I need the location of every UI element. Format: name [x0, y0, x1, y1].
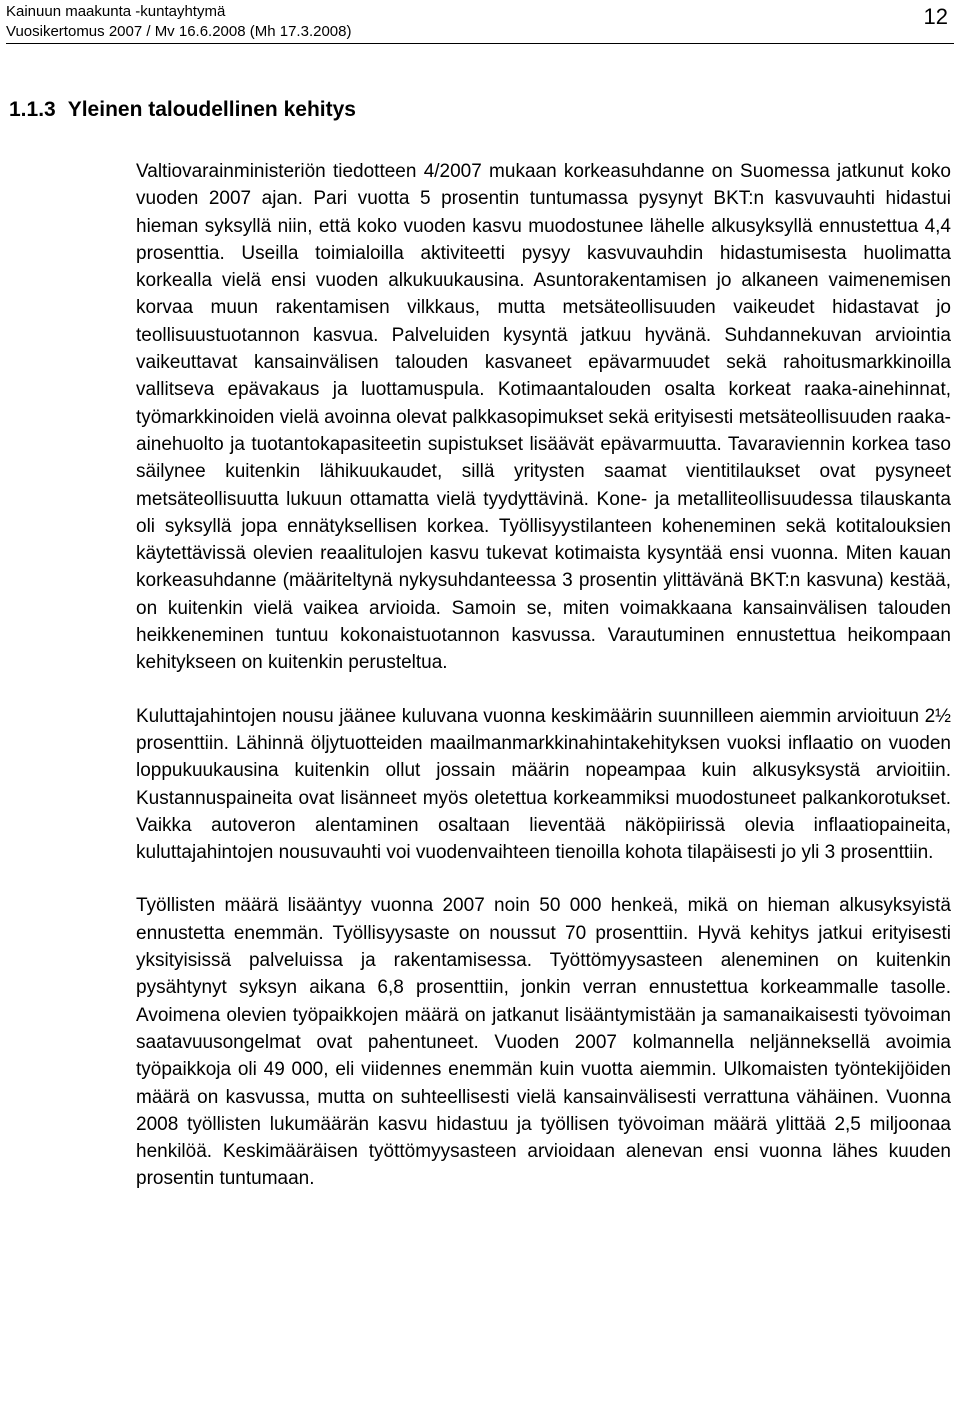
paragraph-consumer-prices: Kuluttajahintojen nousu jäänee kuluvana vuonna keskimäärin suunnilleen aiemmin arvioituun 2½ prosenttiin. Lähinnä öljytuotteiden maailmanmarkkinahintakehityksen vuoksi inflaatio on vuoden loppukuukausina kuitenkin ollut jossain määrin nopeampaa kuin alkusyksystä arvioitiin. Kustannuspaineita ovat lisänneet myös oletettua korkeammiksi muodostuneet palkankorotukset. Vaikka autoveron alentaminen osaltaan lieventää näköpiirissä olevia inflaatiopaineita, kuluttajahintojen nousuvauhti voi vuodenvaihteen tienoilla kohota tilapäisesti jo yli 3 prosenttiin. [136, 705, 951, 864]
paragraph-economy-outlook: Valtiovarainministeriön tiedotteen 4/2007 mukaan korkeasuhdanne on Suomessa jatkunut koko vuoden 2007 ajan. Pari vuotta 5 prosentin tuntumassa pysynyt BKT:n kasvuvauhti hidastui hieman syksyllä niin, että koko vuoden kasvu muodostunee lähelle alkusyksyllä ennustettua 4,4 prosenttia. Useilla toimialoilla aktiviteetti pysyy kasvuvauhdin hidastumisesta huolimatta korkealla vielä ensi vuoden alkukuukausina. Asuntorakentamisen jo alkaneen vaimenemisen korvaa muun rakentamisen vilkkaus, mutta metsäteollisuuden vaikeudet hidastavat jo teollisuustuotannon kasvua. Palveluiden kysyntä jatkuu hyvänä. Suhdannekuvan arviointia vaikeuttavat kansainvälisen talouden kasvaneet epävarmuudet sekä rahoitusmarkkinoilla vallitseva epävakaus ja luottamuspula. Kotimaantalouden osalta korkeat raaka-ainehinnat, työmarkkinoiden vielä avoinna olevat palkkasopimukset sekä erityisesti metsäteollisuuden raaka-ainehuolto ja tuotantokapasiteetin supistukset lisäävät epävarmuutta. Tavaraviennin korkea taso säilynee kuitenkin lähikuukaudet, sillä yritysten saamat vientitilaukset ovat pysyneet metsäteollisuutta lukuun ottamatta vielä tyydyttävinä. Kone- ja metalliteollisuudessa tilauskanta oli syksyllä jopa ennätyksellisen korkea. Työllisyystilanteen koheneminen sekä kotitalouksien käytettävissä olevien reaalitulojen kasvu tukevat kotimaista kysyntää ensi vuonna. Miten kauan korkeasuhdanne (määriteltynä nykysuhdanteessa 3 prosentin ylittävänä BKT:n kasvuna) kestää, on kuitenkin vielä vaikea arvioida. Samoin se, miten voimakkaana kansainvälisen talouden heikkeneminen tuntuu kokonaistuotannon kasvussa. Varautuminen ennustettua heikompaan kehitykseen on kuitenkin perusteltua. [136, 161, 951, 674]
header-divider [6, 43, 954, 44]
section-title: Yleinen taloudellinen kehitys [67, 98, 356, 121]
page-header [6, 2, 351, 42]
header-organization: Kainuun maakunta -kuntayhtymä [6, 3, 226, 20]
section-number: 1.1.3 [9, 98, 56, 121]
body-text [136, 158, 951, 1219]
section-heading [9, 96, 356, 124]
paragraph-employment: Työllisten määrä lisääntyy vuonna 2007 noin 50 000 henkeä, mikä on hieman alkusyksyistä ennustetta enemmän. Työllisyysaste on noussut 70 prosenttiin. Hyvä kehitys jatkui erityisesti yksityisissä palveluissa ja rakentamisessa. Työttömyysasteen aleneminen on kuitenkin pysähtynyt syksyn aikana 6,8 prosenttiin, jonkin verran ennustettua korkeammalle tasolle. Avoimena olevien työpaikkojen määrä on jatkanut lisääntymistään ja samanaikaisesti työvoiman saatavuusongelmat ovat pahentuneet. Vuoden 2007 kolmannella neljänneksellä avoimia työpaikkoja oli 49 000, eli viidennes enemmän kuin vuotta aiemmin. Ulkomaisten työntekijöiden määrä on kasvussa, mutta on suhteellisesti vielä kansainvälisesti verrattuna vähäinen. Vuonna 2008 työllisten lukumäärän kasvu hidastuu ja työllisen työvoiman määrä ylittää 2,5 miljoonaa henkilöä. Keskimääräisen työttömyysasteen arvioidaan alenevan ensi vuonna lähes kuuden prosentin tuntumaan. [136, 895, 951, 1190]
header-document-info: Vuosikertomus 2007 / Mv 16.6.2008 (Mh 17.3.2008) [6, 23, 352, 40]
page-number: 12 [923, 4, 948, 29]
